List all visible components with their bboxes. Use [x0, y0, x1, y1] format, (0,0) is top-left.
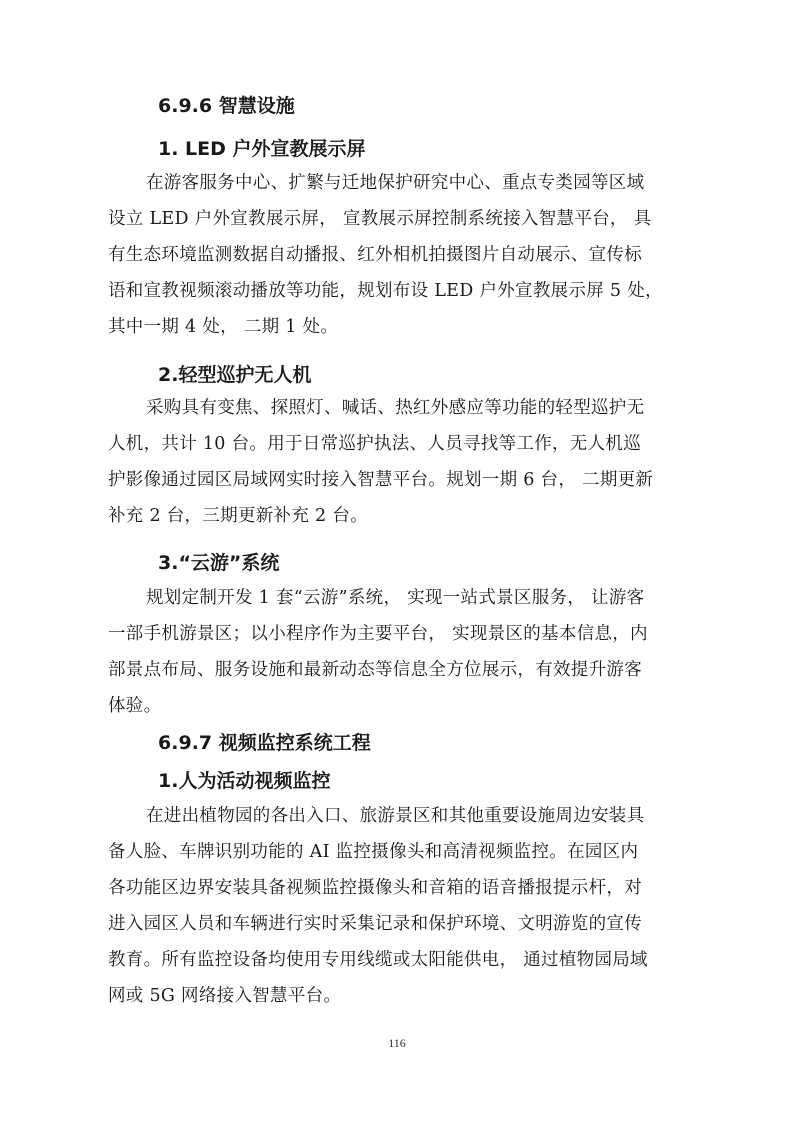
paragraph-line: 教育。所有监控设备均使用专用线缆或太阳能供电， 通过植物园局域: [108, 950, 648, 970]
subheading-led-screen: 1. LED 户外宣教展示屏: [158, 138, 366, 160]
paragraph-line: 在游客服务中心、扩繁与迁地保护研究中心、重点专类园等区域: [146, 173, 645, 193]
paragraph-line: 语和宣教视频滚动播放等功能，规划布设 LED 户外宣教展示屏 5 处，: [108, 281, 663, 301]
paragraph-line: 有生态环境监测数据自动播报、红外相机拍摄图片自动展示、宣传标: [108, 245, 642, 265]
paragraph-line: 一部手机游景区；以小程序作为主要平台， 实现景区的基本信息，内: [108, 624, 648, 644]
paragraph-line: 各功能区边界安装具备视频监控摄像头和音箱的语音播报提示杆，对: [108, 878, 642, 898]
paragraph-cloud-tour: [108, 580, 686, 724]
paragraph-line: 规划定制开发 1 套“云游”系统， 实现一站式景区服务， 让游客: [146, 588, 645, 608]
paragraph-line: 部景点布局、服务设施和最新动态等信息全方位展示，有效提升游客: [108, 660, 642, 680]
paragraph-line: 体验。: [108, 696, 162, 716]
paragraph-line: 备人脸、车牌识别功能的 AI 监控摄像头和高清视频监控。在园区内: [108, 842, 639, 862]
paragraph-line: 人机，共计 10 台。用于日常巡护执法、人员寻找等工作，无人机巡: [108, 434, 641, 454]
section-heading-6-9-6: 6.9.6 智慧设施: [158, 95, 295, 117]
paragraph-line: 其中一期 4 处， 二期 1 处。: [108, 317, 339, 337]
section-heading-6-9-7: 6.9.7 视频监控系统工程: [158, 732, 371, 754]
paragraph-video-monitoring: [108, 798, 686, 1014]
page-number: 116: [388, 1036, 406, 1050]
paragraph-line: 在进出植物园的各出入口、旅游景区和其他重要设施周边安装具: [146, 806, 645, 826]
paragraph-line: 补充 2 台，三期更新补充 2 台。: [108, 506, 368, 526]
paragraph-line: 护影像通过园区局域网实时接入智慧平台。规划一期 6 台， 二期更新: [108, 470, 654, 490]
paragraph-patrol-drone: [108, 390, 686, 534]
paragraph-line: 设立 LED 户外宣教展示屏， 宣教展示屏控制系统接入智慧平台， 具: [108, 209, 652, 229]
subheading-cloud-tour: 3.“云游”系统: [158, 552, 280, 574]
paragraph-line: 采购具有变焦、探照灯、喊话、热红外感应等功能的轻型巡护无: [146, 398, 645, 418]
paragraph-line: 网或 5G 网络接入智慧平台。: [108, 986, 342, 1006]
subheading-patrol-drone: 2.轻型巡护无人机: [158, 364, 312, 386]
subheading-video-monitoring: 1.人为活动视频监控: [158, 770, 331, 792]
paragraph-led-screen: [108, 165, 686, 345]
paragraph-line: 进入园区人员和车辆进行实时采集记录和保护环境、文明游览的宣传: [108, 914, 642, 934]
